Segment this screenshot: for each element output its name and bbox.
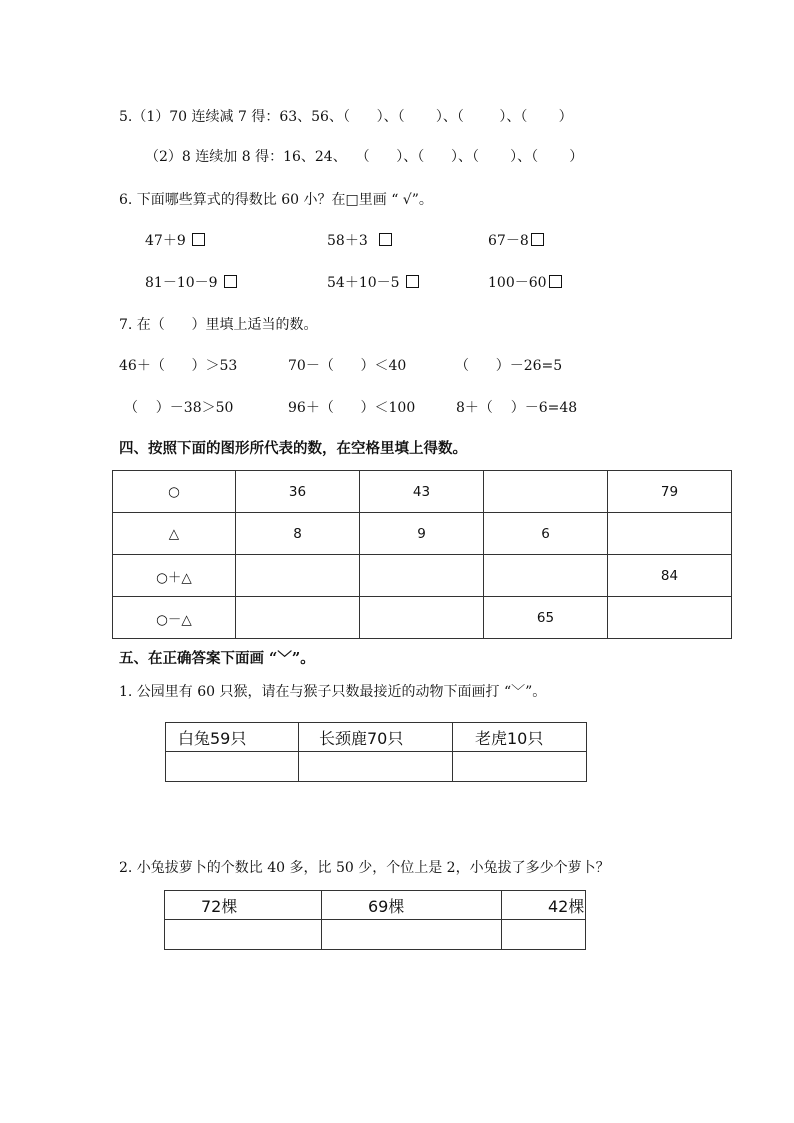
answer-cell[interactable] (453, 752, 587, 782)
table-cell-blank[interactable] (608, 597, 732, 639)
table-row (165, 891, 586, 920)
expression-text: 54＋10－5 (327, 275, 400, 291)
section4-title: 四、按照下面的图形所代表的数，在空格里填上得数。 (119, 440, 467, 457)
section5-title: 五、在正确答案下面画 “﹀”。 (119, 650, 315, 667)
q6-item (145, 274, 237, 292)
expression-text: 67－8 (488, 233, 529, 249)
table-cell-blank[interactable] (484, 555, 608, 597)
table-cell: 43 (360, 471, 484, 513)
table-cell-blank[interactable] (236, 597, 360, 639)
answer-row (165, 920, 586, 950)
option-cell: 白兔59只 (166, 723, 299, 752)
answer-row (166, 752, 587, 782)
q7-expr: 70－（ ）＜40 (288, 358, 407, 374)
q7-expr: （ ）－26=5 (455, 358, 563, 374)
option-cell: 老虎10只 (453, 723, 587, 752)
sum-label: ○＋△ (113, 555, 236, 597)
q6-item (145, 232, 205, 250)
answer-checkbox[interactable] (224, 275, 237, 288)
q6-title: 6. 下面哪些算式的得数比 60 小？在□里画 “ √”。 (119, 192, 433, 208)
q5-line2: （2）8 连续加 8 得：16、24、 （ ）、（ ）、（ ）、（ ） (145, 149, 584, 165)
table-row (113, 597, 732, 639)
difference-label: ○－△ (113, 597, 236, 639)
table-row (113, 555, 732, 597)
q7-expr: 46＋（ ）＞53 (119, 358, 238, 374)
table-cell: 6 (484, 513, 608, 555)
q7-expr: （ ）－38＞50 (124, 400, 234, 416)
q7-expr: 96＋（ ）＜100 (288, 400, 416, 416)
triangle-label: △ (113, 513, 236, 555)
table-cell: 36 (236, 471, 360, 513)
table-cell: 9 (360, 513, 484, 555)
answer-checkbox[interactable] (379, 233, 392, 246)
circle-label: ○ (113, 471, 236, 513)
table-row (113, 513, 732, 555)
q2-options-table (164, 890, 586, 950)
answer-cell[interactable] (502, 920, 586, 950)
q7-expr: 8＋（ ）－6=48 (456, 400, 578, 416)
q6-item (327, 274, 419, 292)
table-cell-blank[interactable] (608, 513, 732, 555)
answer-cell[interactable] (299, 752, 453, 782)
answer-checkbox[interactable] (531, 233, 544, 246)
q6-item (488, 274, 562, 292)
q6-item (327, 232, 392, 250)
table-cell: 8 (236, 513, 360, 555)
answer-cell[interactable] (165, 920, 322, 950)
section5-q2-text: 2. 小兔拔萝卜的个数比 40 多，比 50 少，个位上是 2，小兔拔了多少个萝卜？ (119, 860, 610, 876)
expression-text: 58＋3 (327, 233, 368, 249)
answer-checkbox[interactable] (192, 233, 205, 246)
table-cell-blank[interactable] (236, 555, 360, 597)
q5-line1: 5.（1）70 连续减 7 得：63、56、（ ）、（ ）、（ ）、（ ） (119, 109, 573, 125)
option-cell: 长颈鹿70只 (299, 723, 453, 752)
option-cell: 69棵 (322, 891, 502, 920)
option-cell: 72棵 (165, 891, 322, 920)
table-cell: 65 (484, 597, 608, 639)
table-row (166, 723, 587, 752)
section5-q1-text: 1. 公园里有 60 只猴，请在与猴子只数最接近的动物下面画打 “﹀”。 (119, 684, 547, 700)
q1-options-table (165, 722, 587, 782)
shape-value-table (112, 470, 732, 639)
q7-title: 7. 在（ ）里填上适当的数。 (119, 317, 318, 333)
q6-item (488, 232, 544, 250)
expression-text: 100－60 (488, 275, 547, 291)
table-cell-blank[interactable] (360, 597, 484, 639)
answer-checkbox[interactable] (406, 275, 419, 288)
answer-checkbox[interactable] (549, 275, 562, 288)
answer-cell[interactable] (322, 920, 502, 950)
table-cell-blank[interactable] (484, 471, 608, 513)
table-row (113, 471, 732, 513)
answer-cell[interactable] (166, 752, 299, 782)
table-cell: 79 (608, 471, 732, 513)
option-cell: 42棵 (502, 891, 586, 920)
table-cell: 84 (608, 555, 732, 597)
expression-text: 81－10－9 (145, 275, 218, 291)
expression-text: 47＋9 (145, 233, 186, 249)
table-cell-blank[interactable] (360, 555, 484, 597)
